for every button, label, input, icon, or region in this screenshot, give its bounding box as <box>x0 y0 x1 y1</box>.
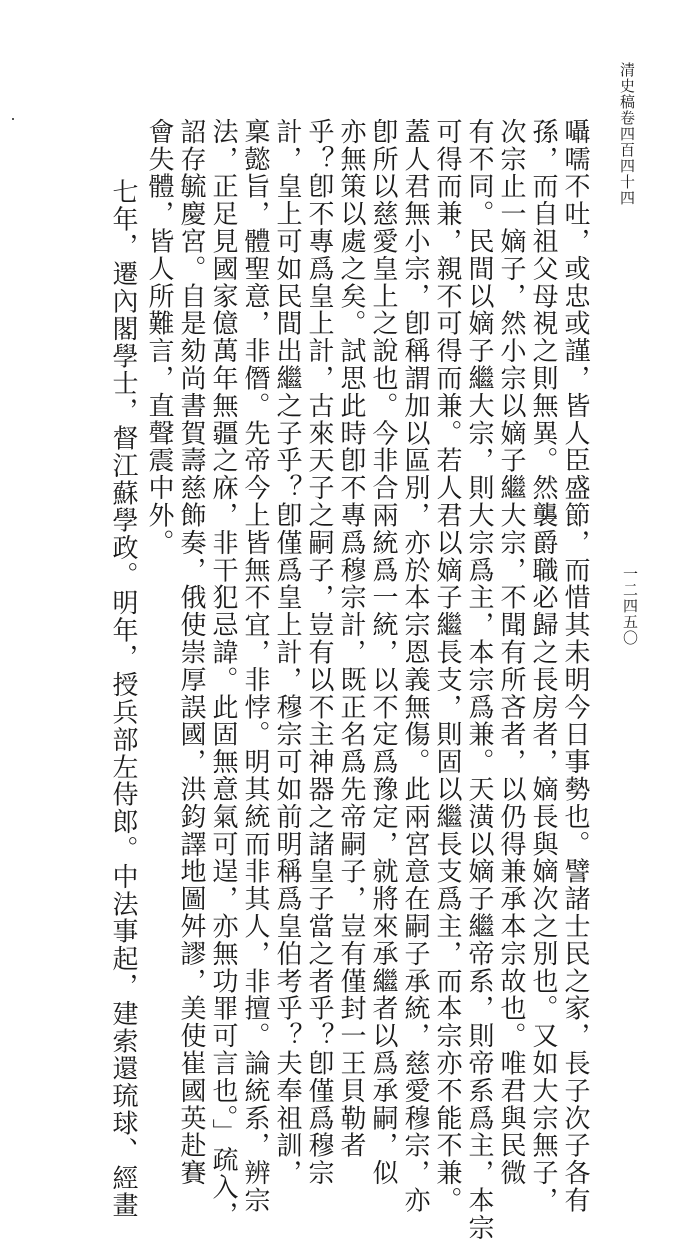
text-column: 稟懿旨，體聖意，非僭。先帝今上皆無不宜，非悖。明其統而非其人，非擅。論統系，辨宗 <box>240 118 270 1214</box>
text-column: 詔存毓慶宮。自是劾尚書賀壽慈飾奏，俄使崇厚誤國，洪鈞譯地圖舛謬，美使崔國英赴賽 <box>176 118 206 1187</box>
margin-dot <box>12 118 14 120</box>
text-column: 會失體，皆人所難言，直聲震中外。 <box>144 118 174 557</box>
text-column: 卽所以慈愛皇上之說也。今非合兩統爲一統，以不定爲豫定，就將來承繼者以爲承嗣，似 <box>368 118 398 1187</box>
text-column: 有不同。民間以嫡子繼大宗，則大宗爲主，本宗爲兼。天潢以嫡子繼帝系，則帝系爲主，本宗 <box>464 118 494 1241</box>
text-column: 次宗止一嫡子，然小宗以嫡子繼大宗，不聞有所吝者，以仍得兼承本宗故也。唯君與民微 <box>496 118 526 1187</box>
text-column: 法，正足見國家億萬年無疆之庥，非干犯忌諱。此固無意氣可逞，亦無功罪可言也。」疏入， <box>208 118 238 1229</box>
text-column-paragraph-start: 七年，遷內閣學士，督江蘇學政。明年，授兵部左侍郎。中法事起，建索還琉球、經畫 <box>108 178 138 1220</box>
running-header-title: 清史稿卷四百四十四 <box>618 62 636 206</box>
text-column: 乎？卽不專爲皇上計，古來天子之嗣子，豈有以不主神器之諸皇子當之者乎？卽僅爲穆宗 <box>304 118 334 1187</box>
text-column: 蓋人君無小宗，卽稱謂加以區別，亦於本宗恩義無傷。此兩宮意在嗣子承統，慈愛穆宗，亦 <box>400 118 430 1214</box>
text-column: 囁嚅不吐，或忠或謹，皆人臣盛節，而惜其未明今日事勢也。譬諸士民之家，長子次子各有 <box>560 118 590 1214</box>
text-column: 計，皇上可如民間出繼之子乎？卽僅爲皇上計，穆宗可如前明稱爲皇伯考乎？夫奉祖訓， <box>272 118 302 1187</box>
text-column: 可得而兼，親不可得而兼。若人君以嫡子繼長支，則固以繼長支爲主，而本宗亦不能不兼。 <box>432 118 462 1214</box>
text-column: 孫，而自祖父母視之則無異。然襲爵職必歸之長房者，嫡長與嫡次之別也。又如大宗無子， <box>528 118 558 1214</box>
page-number: 一二四五〇 <box>621 566 639 646</box>
text-column: 亦無策以處之矣。試思此時卽不專爲穆宗計，既正名爲先帝嗣子，豈有僅封一王貝勒者 <box>336 118 366 1160</box>
